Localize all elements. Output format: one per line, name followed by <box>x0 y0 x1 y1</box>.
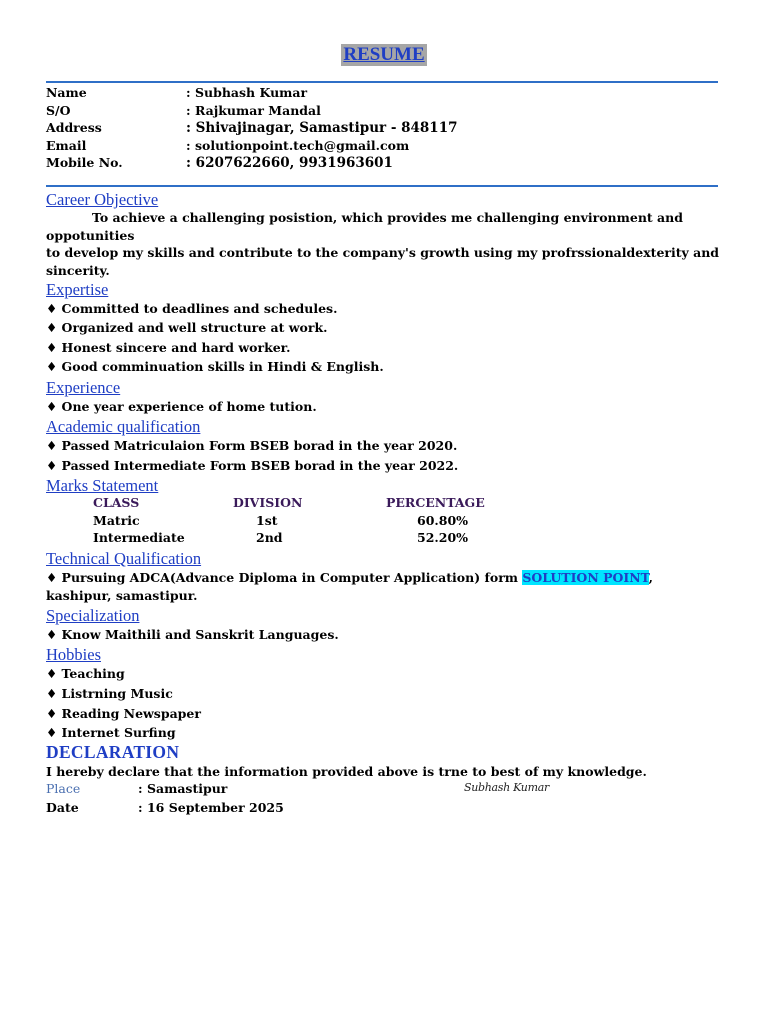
info-label: Name <box>46 85 87 100</box>
specialization-heading: Specialization <box>46 606 140 625</box>
expertise-heading: Expertise <box>46 280 109 299</box>
info-label: Address <box>46 120 102 135</box>
academic-item: ♦ Passed Intermediate Form BSEB borad in the year 2022. <box>46 458 459 473</box>
technical-text: ♦ Pursuing ADCA(Advance Diploma in Computer Application) form <box>46 570 523 585</box>
info-row-mobile <box>46 154 726 172</box>
experience-item: ♦ One year experience of home tution. <box>46 399 317 414</box>
date-row <box>46 799 284 817</box>
info-label: S/O <box>46 102 71 118</box>
signature: Subhash Kumar <box>464 781 549 794</box>
declaration-heading: DECLARATION <box>46 742 180 762</box>
marks-col-division: DIVISION <box>233 495 303 510</box>
marks-percentage: 52.20% <box>417 530 469 545</box>
hobby-item: ♦ Teaching <box>46 666 125 681</box>
info-row-name <box>46 84 726 102</box>
marks-division: 2nd <box>256 530 283 545</box>
marks-heading: Marks Statement <box>46 476 159 495</box>
technical-item <box>46 569 653 587</box>
hobby-item: ♦ Listrning Music <box>46 686 173 701</box>
expertise-item: ♦ Good comminuation skills in Hindi & English. <box>46 359 384 374</box>
top-divider <box>46 81 718 83</box>
hobby-item: ♦ Reading Newspaper <box>46 706 201 721</box>
place-label: Place <box>46 781 81 796</box>
resume-title <box>0 44 768 66</box>
table-row <box>46 529 646 547</box>
place-row <box>46 780 227 798</box>
info-value: : 6207622660, 9931963601 <box>186 155 393 171</box>
marks-percentage: 60.80% <box>417 512 469 528</box>
info-value: : Shivajinagar, Samastipur - 848117 <box>186 120 458 136</box>
expertise-item: ♦ Organized and well structure at work. <box>46 320 328 335</box>
info-divider <box>46 185 718 187</box>
hobbies-heading: Hobbies <box>46 645 101 664</box>
experience-heading: Experience <box>46 378 121 397</box>
marks-division: 1st <box>256 512 278 528</box>
career-objective-line2: to develop my skills and contribute to the company's growth using my profrssionaldexterity and sincerity. <box>46 245 720 278</box>
marks-col-class: CLASS <box>93 495 140 510</box>
career-objective-heading: Career Objective <box>46 190 159 209</box>
marks-header-row <box>46 494 646 512</box>
declaration-text: I hereby declare that the information provided above is trne to best of my knowledge. <box>46 764 647 779</box>
marks-table <box>46 494 646 547</box>
info-label: Email <box>46 137 87 153</box>
specialization-item: ♦ Know Maithili and Sanskrit Languages. <box>46 627 339 642</box>
highlighted-institute: SOLUTION POINT <box>522 570 649 585</box>
info-value: : Subhash Kumar <box>186 85 308 100</box>
resume-title-text: RESUME <box>343 44 425 65</box>
info-row-address <box>46 119 726 137</box>
career-objective-line1: To achieve a challenging posistion, which provides me challenging environment and oppotunities <box>46 210 683 243</box>
marks-col-percentage: PERCENTAGE <box>386 495 485 510</box>
place-value: : Samastipur <box>138 781 228 796</box>
expertise-item: ♦ Committed to deadlines and schedules. <box>46 301 338 316</box>
technical-item-cont: kashipur, samastipur. <box>46 588 198 603</box>
hobby-item: ♦ Internet Surfing <box>46 725 176 740</box>
academic-item: ♦ Passed Matriculaion Form BSEB borad in the year 2020. <box>46 438 458 453</box>
info-value: : solutionpoint.tech@gmail.com <box>186 137 410 153</box>
expertise-item: ♦ Honest sincere and hard worker. <box>46 340 291 355</box>
date-value: : 16 September 2025 <box>138 800 284 815</box>
technical-comma: , <box>648 570 653 585</box>
date-label: Date <box>46 800 79 815</box>
table-row <box>46 512 646 530</box>
info-label: Mobile No. <box>46 155 123 170</box>
marks-class: Intermediate <box>93 530 185 545</box>
marks-class: Matric <box>93 512 140 528</box>
info-row-email <box>46 137 726 155</box>
info-value: : Rajkumar Mandal <box>186 102 321 118</box>
personal-info <box>46 84 726 172</box>
technical-heading: Technical Qualification <box>46 549 202 568</box>
academic-heading: Academic qualification <box>46 417 201 436</box>
info-row-so <box>46 102 726 120</box>
